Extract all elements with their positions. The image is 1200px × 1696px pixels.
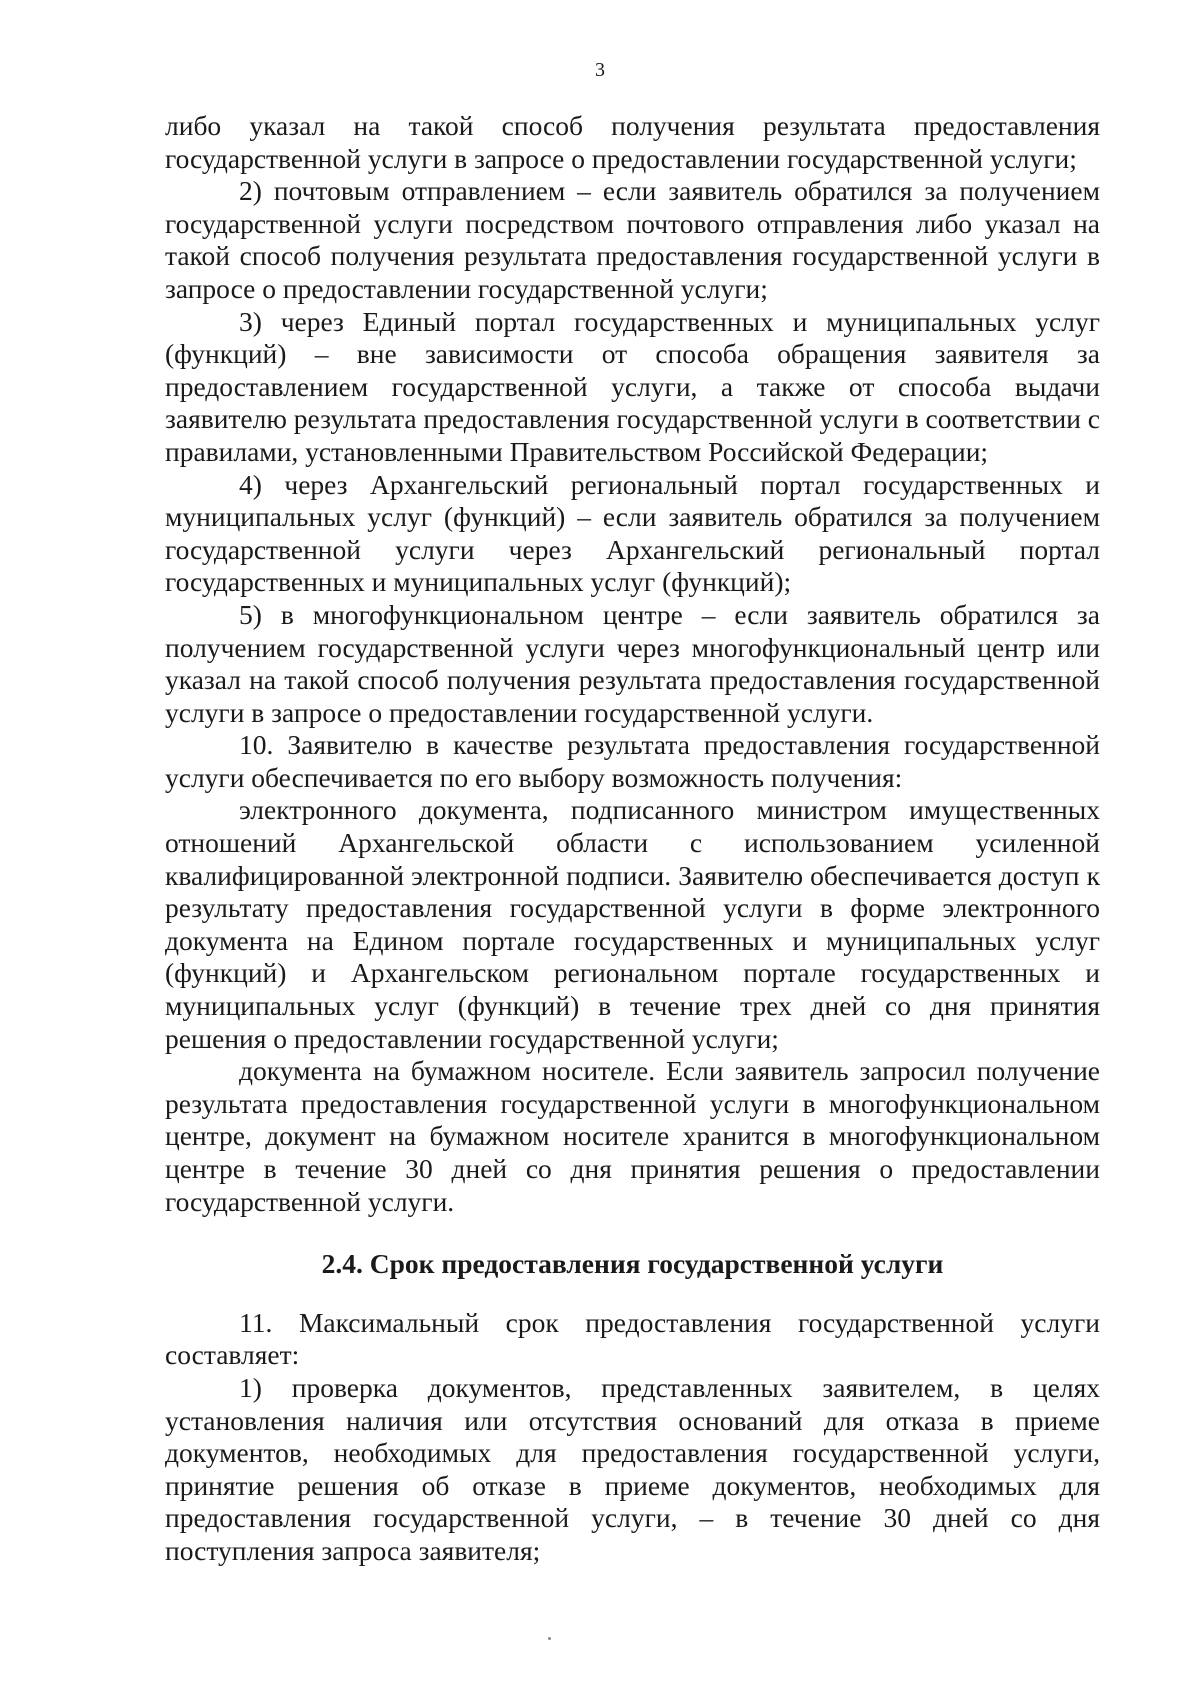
paragraph: 2) почтовым отправлением – если заявитель обратился за получением государственной услуги посредством почтового отправления либо указал на такой способ получения результата предоставления государственной услуги в запросе о предоставлении государственной услуги; [165, 175, 1100, 304]
paragraph: документа на бумажном носителе. Если заявитель запросил получение результата предоставления государственной услуги в многофункциональном центре, документ на бумажном носителе хранится в многофункциональном центре в течение 30 дней со дня принятия решения о предоставлении государственной услуги. [165, 1055, 1100, 1217]
paragraph: либо указал на такой способ получения результата предоставления государственной услуги в запросе о предоставлении государственной услуги; [165, 110, 1100, 174]
paragraph: 4) через Архангельский региональный портал государственных и муниципальных услуг (функций) – если заявитель обратился за получением государственной услуги через Архангельский региональный портал государственных и муниципальных услуг (функций); [165, 468, 1100, 598]
paragraph: 3) через Единый портал государственных и муниципальных услуг (функций) – вне зависимости от способа обращения заявителя за предоставлением государственной услуги, а также от способа выдачи заявителю результата предоставления государственной услуги в соответствии с правилами, установленными Правительством Российской Федерации; [165, 305, 1100, 467]
paragraph: 10. Заявителю в качестве результата предоставления государственной услуги обеспечивается по его выбору возможность получения: [165, 729, 1100, 793]
document-body [165, 110, 1100, 1568]
section-heading: 2.4. Срок предоставления государственной услуги [321, 1248, 944, 1280]
paragraph: 5) в многофункциональном центре – если заявитель обратился за получением государственной услуги через многофункциональный центр или указал на такой способ получения результата предоставления государственной услуги в запросе о предоставлении государственной услуги. [165, 598, 1100, 728]
paragraph: 11. Максимальный срок предоставления государственной услуги составляет: [165, 1306, 1100, 1371]
paragraph: электронного документа, подписанного министром имущественных отношений Архангельской области с использованием усиленной квалифицированной электронной подписи. Заявителю обеспечивается доступ к результату предоставления государственной услуги в форме электронного документа на Едином портале государственных и муниципальных услуг (функций) и Архангельском региональном портале государственных и муниципальных услуг (функций) в течение трех дней со дня принятия решения о предоставлении государственной услуги; [165, 794, 1100, 1054]
paragraph: 1) проверка документов, представленных заявителем, в целях установления наличия или отсутствия оснований для отказа в приеме документов, необходимых для предоставления государственной услуги, принятие решения об отказе в приеме документов, необходимых для предоставления государственной услуги, – в течение 30 дней со дня поступления запроса заявителя; [165, 1371, 1100, 1566]
scan-artifact [548, 1637, 551, 1640]
page-number: 3 [595, 59, 605, 81]
